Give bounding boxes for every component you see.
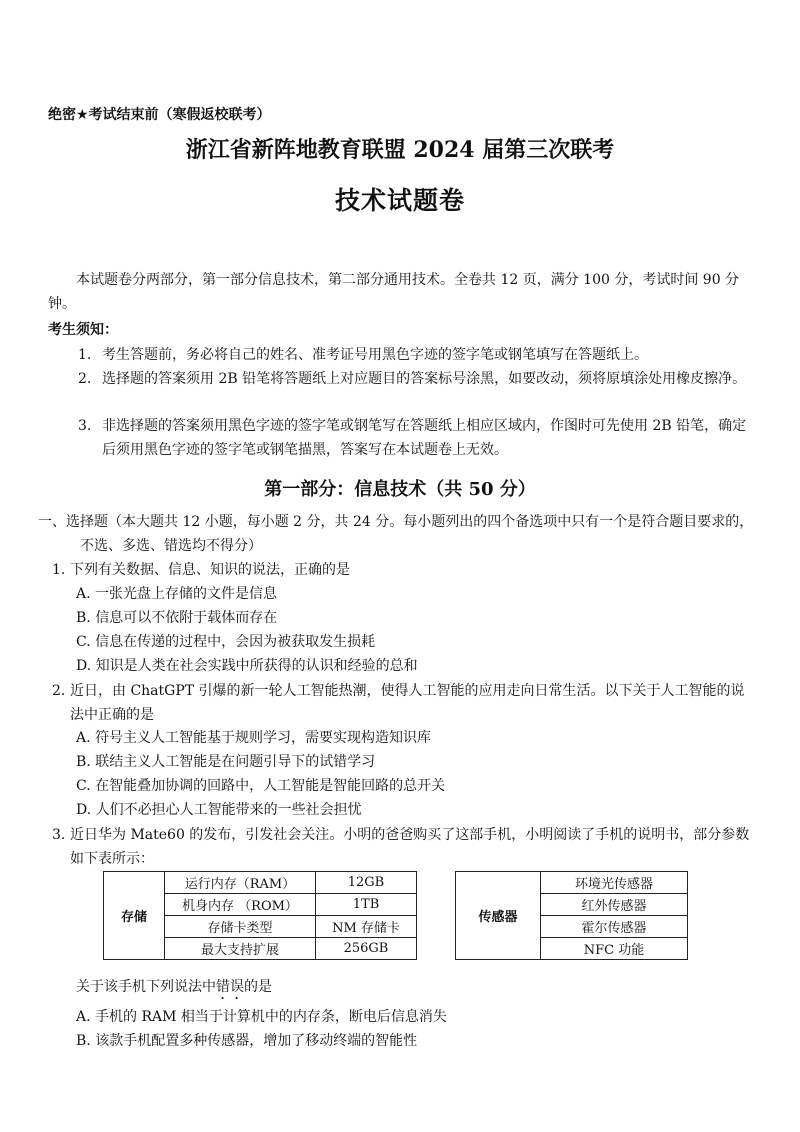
question-3-option-b: B. 该款手机配置多种传感器，增加了移动终端的智能性 [76,1033,418,1049]
spec-name: 机身内存 （ROM） [165,894,316,916]
spec-value: 256GB [316,938,417,960]
notice-item-text: 选择题的答案须用 2B 铅笔将答题纸上对应题目的答案标号涂黑，如要改动，须将原填涂处用橡皮擦净。 [102,371,747,387]
notice-item [78,367,758,391]
prompt-prefix: 关于该手机下列说法中 [76,979,216,995]
notice-item-text: 考生答题前，务必将自己的姓名、准考证号用黑色字迹的签字笔或钢笔填写在答题纸上。 [102,347,648,363]
question-3-option-a: A. 手机的 RAM 相当于计算机中的内存条，断电后信息消失 [76,1009,447,1025]
question-1-option-d: D. 知识是人类在社会实践中所获得的认识和经验的总和 [76,658,418,674]
sensor-group-label: 传感器 [456,872,541,960]
question-1-option-b: B. 信息可以不依附于载体而存在 [76,610,278,626]
spec-value: NM 存储卡 [316,916,417,938]
question-number: 3. [52,827,66,843]
question-2 [52,679,758,727]
intro-paragraph: 本试题卷分两部分，第一部分信息技术，第二部分通用技术。全卷共 12 页，满分 100 分，考试时间 90 分钟。 [48,272,740,312]
storage-group-label: 存储 [104,872,165,960]
notice-item-number: 3. [78,418,92,434]
sensor-item: 红外传感器 [541,894,688,916]
spec-name: 运行内存（RAM） [165,872,316,894]
prompt-suffix: 的是 [244,979,272,995]
section-text: 一、选择题（本大题共 12 小题，每小题 2 分，共 24 分。每小题列出的四个备选项中只有一个是符合题目要求的，不选、多选、错选均不得分） [38,514,754,554]
question-2-option-c: C. 在智能叠加协调的回路中，人工智能是智能回路的总开关 [76,778,446,794]
question-1-option-c: C. 信息在传递的过程中，会因为被获取发生损耗 [76,634,376,650]
question-stem: 下列有关数据、信息、知识的说法，正确的是 [70,562,350,578]
prompt-emphasis: 错误 [216,979,244,995]
confidential-label: 绝密★考试结束前（寒假返校联考） [48,107,271,123]
sensor-item: 霍尔传感器 [541,916,688,938]
section-heading [38,510,758,558]
question-number: 1. [52,562,66,578]
question-2-option-d: D. 人们不必担心人工智能带来的一些社会担忧 [76,802,362,818]
notice-item [78,343,758,367]
notice-item [78,414,758,462]
question-3 [52,823,758,871]
spec-value: 12GB [316,872,417,894]
question-1 [52,558,758,582]
question-1-option-a: A. 一张光盘上存储的文件是信息 [76,586,278,602]
exam-title: 浙江省新阵地教育联盟 2024 届第三次联考 [185,137,615,163]
notice-item-text: 非选择题的答案须用黑色字迹的签字笔或钢笔写在答题纸上相应区域内，作图时可先使用 2B 铅笔，确定后须用黑色字迹的签字笔或钢笔描黑，答案写在本试题卷上无效。 [102,418,747,458]
sensor-item: 环境光传感器 [541,872,688,894]
spec-name: 存储卡类型 [165,916,316,938]
sensor-item: NFC 功能 [541,938,688,960]
storage-spec-table [103,871,417,960]
spec-name: 最大支持扩展 [165,938,316,960]
question-2-option-a: A. 符号主义人工智能基于规则学习，需要实现构造知识库 [76,730,432,746]
spec-value: 1TB [316,894,417,916]
question-stem: 近日，由 ChatGPT 引爆的新一轮人工智能热潮，使得人工智能的应用走向日常生活。以下关于人工智能的说法中正确的是 [70,683,745,723]
question-stem: 近日华为 Mate60 的发布，引发社会关注。小明的爸爸购买了这部手机，小明阅读了手机的说明书，部分参数如下表所示： [70,827,750,867]
question-2-option-b: B. 联结主义人工智能是在问题引导下的试错学习 [76,754,376,770]
sensor-spec-table [455,871,688,960]
notice-heading: 考生须知： [48,322,118,338]
notice-item-number: 2. [78,371,92,387]
part-one-heading: 第一部分：信息技术（共 50 分） [264,479,536,500]
notice-item-number: 1. [78,347,92,363]
question-3-prompt [76,976,272,1003]
question-number: 2. [52,683,66,699]
exam-subtitle: 技术试题卷 [334,186,465,215]
